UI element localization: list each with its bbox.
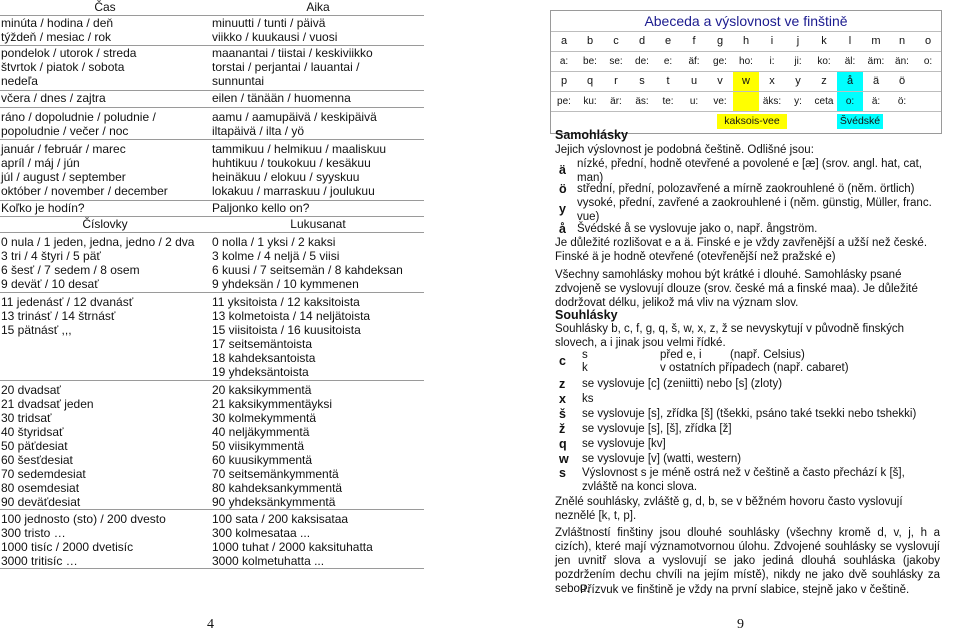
letter-cell: i <box>770 35 774 47</box>
cz-text: pondelok / utorok / streda <box>1 46 137 60</box>
cz-text: 13 trinásť / 14 štrnásť <box>1 309 116 323</box>
cz-text: týždeň / mesiac / rok <box>1 30 112 44</box>
vowel-row-a-umlaut <box>555 157 940 185</box>
pronunciation-cell: äs: <box>635 96 649 107</box>
cz-text: 90 deväťdesiat <box>1 495 81 509</box>
cz-text: 50 päťdesiat <box>1 439 68 453</box>
letter-cell: k <box>821 35 827 47</box>
letter-cell: z <box>821 75 827 87</box>
letter-cell: s <box>639 75 645 87</box>
consonant-row-c-2 <box>555 361 940 375</box>
alphabet-title: Abeceda a výslovnost ve finštině <box>644 13 848 29</box>
pronunciation-cell: ä: <box>871 96 881 107</box>
vowel-row-o-umlaut <box>555 182 940 196</box>
vocab-row <box>0 15 424 45</box>
pronunciation-cell: ö: <box>897 96 907 107</box>
fi-text: heinäkuu / elokuu / syyskuu <box>212 170 360 184</box>
pronunciation-cell: ko: <box>817 56 831 67</box>
vowel-row-y <box>555 196 940 224</box>
letter-cell: f <box>692 35 696 47</box>
cz-text: apríl / máj / jún <box>1 156 80 170</box>
vowels-paragraph-2: Všechny samohlásky mohou být krátké i dlouhé. Samohlásky psané zdvojeně se vyslovují dlouze (srov. české má a finské maa). Je důležité dodržovat délku, jelikož má vliv na význam slov. <box>555 269 918 309</box>
fi-text: 60 kuusikymmentä <box>212 453 313 467</box>
cz-text: minúta / hodina / deň <box>1 16 114 30</box>
alphabet-table <box>550 10 942 134</box>
cz-text: 21 dvadsať jeden <box>1 397 94 411</box>
vowel-desc: Švédské å se vyslovuje jako o, např. ångström. <box>577 223 818 235</box>
pronunciation-cell: te: <box>662 96 674 107</box>
fi-text: 0 nolla / 1 yksi / 2 kaksi <box>212 235 336 249</box>
pronunciation-cell: u: <box>689 96 699 107</box>
pronunciation-cell: o: <box>837 92 863 111</box>
pronunciation-cell: se: <box>609 56 623 67</box>
fi-text: 100 sata / 200 kaksisataa <box>212 512 349 526</box>
consonant-desc: Výslovnost s je méně ostrá než v češtině a často přechází k [š], zvláště na konci slova. <box>582 467 905 493</box>
consonant-context: v ostatních případech (např. cabaret) <box>660 362 849 374</box>
fi-text: 9 yhdeksän / 10 kymmenen <box>212 277 359 291</box>
fi-text: 50 viisikymmentä <box>212 439 305 453</box>
cz-text: 6 šesť / 7 sedem / 8 osem <box>1 263 140 277</box>
fi-text: 1000 tuhat / 2000 kaksituhatta <box>212 540 373 554</box>
letter-cell: r <box>614 75 618 87</box>
vowels-paragraph-1: Je důležité rozlišovat e a ä. Finské e je vždy zavřenější a užší než české. Finské ä je hodně otevřené (otevřenější než pražské e) <box>555 237 928 263</box>
pronunciation-cell: ji: <box>794 56 802 67</box>
header-cz-time: Čas <box>94 0 116 14</box>
consonant-row-z <box>555 377 940 391</box>
numbers-row <box>0 292 424 380</box>
pronunciation-cell <box>733 92 759 111</box>
stress-paragraph: Přízvuk ve finštině je vždy na první slabice, stejně jako v češtině. <box>580 584 910 596</box>
fi-text: aamu / aamupäivä / keskipäivä <box>212 110 377 124</box>
vowel-letter: y <box>559 202 566 216</box>
cz-text: október / november / december <box>1 184 168 198</box>
letter-cell: e <box>664 35 672 47</box>
consonant-row-s <box>555 466 940 494</box>
consonant-letter: x <box>559 392 566 406</box>
pronunciation-cell: o: <box>923 56 933 67</box>
letter-cell: c <box>613 35 619 47</box>
consonant-letter: s <box>559 466 566 480</box>
page-number-left: 4 <box>207 617 214 632</box>
vowel-letter: ä <box>559 163 566 177</box>
cz-text: 40 štyridsať <box>1 425 64 439</box>
fi-text: 17 seitsemäntoista <box>212 337 313 351</box>
vowel-letter: å <box>559 222 566 236</box>
vowel-desc: vysoké, přední, zavřené a zaokrouhlené i (něm. günstig, Müller, franc. vue) <box>577 197 932 223</box>
fi-text: 3 kolme / 4 neljä / 5 viisi <box>212 249 340 263</box>
letter-cell: l <box>848 35 852 47</box>
header-fi-numbers: Lukusanat <box>290 217 346 231</box>
alphabet-grid <box>551 31 941 133</box>
page-number-right: 9 <box>737 617 744 632</box>
cz-text: 60 šesťdesiat <box>1 453 73 467</box>
pronunciation-row-2 <box>551 91 941 111</box>
letter-cell: t <box>666 75 670 87</box>
cz-text: popoludnie / večer / noc <box>1 124 129 138</box>
fi-text: 15 viisitoista / 16 kuusitoista <box>212 323 361 337</box>
consonant-sound: s <box>582 349 588 361</box>
pronunciation-cell: äks: <box>762 96 782 107</box>
letter-cell: y <box>795 75 801 87</box>
consonant-sound: k <box>582 362 588 374</box>
fi-text: 30 kolmekymmentä <box>212 411 317 425</box>
fi-text: 21 kaksikymmentäyksi <box>212 397 333 411</box>
numbers-row <box>0 232 424 292</box>
consonants-paragraph-3: Zvláštností finštiny jsou dlouhé souhlásky (všechny kromě d, v, j, h a cizích), které mají významotvornou úlohu. Zdvojené souhlásky se vyslovují jen uvnitř slova a vyslovují se jako jediná dlouhá souhláska (jakoby pozdržením dechu chvíli na jejím místě), nikdy ne jako dvě souhlásky za sebou. <box>555 527 940 595</box>
fi-text: 300 kolmesataa ... <box>212 526 311 540</box>
cz-text: 80 osemdesiat <box>1 481 80 495</box>
cz-text: 11 jedenásť / 12 dvanásť <box>1 295 134 309</box>
vowel-letter: ö <box>559 182 567 196</box>
letter-cell: q <box>586 75 594 87</box>
numbers-row <box>0 380 424 509</box>
fi-text: viikko / kuukausi / vuosi <box>212 30 338 44</box>
consonant-desc: se vyslovuje [kv] <box>582 438 666 450</box>
letter-cell: m <box>871 35 881 47</box>
cz-text: 300 tristo … <box>1 526 66 540</box>
alphabet-row-2 <box>551 71 941 91</box>
pronunciation-cell: än: <box>895 56 909 67</box>
consonant-desc: se vyslovuje [c] (zeniitti) nebo [s] (zloty) <box>582 378 783 390</box>
fi-text: 6 kuusi / 7 seitsemän / 8 kahdeksan <box>212 263 403 277</box>
fi-text: maanantai / tiistai / keskiviikko <box>212 46 373 60</box>
consonant-desc: se vyslovuje [s], zřídka [š] (tšekki, psáno také tsekki nebo tshekki) <box>582 408 917 420</box>
alphabet-row-1 <box>551 31 941 51</box>
fi-text: torstai / perjantai / lauantai / <box>212 60 360 74</box>
vowel-desc: nízké, přední, hodně otevřené a povolené e [æ] (srov. angl. hat, cat, man) <box>577 158 922 184</box>
letter-cell: d <box>638 35 646 47</box>
pronunciation-cell: be: <box>583 56 597 67</box>
fi-text: 90 yhdeksänkymmentä <box>212 495 336 509</box>
letter-cell: ö <box>898 75 906 87</box>
letter-cell: a <box>560 35 568 47</box>
consonant-desc: ks <box>582 393 594 405</box>
fi-text: iltapäivä / ilta / yö <box>212 124 305 138</box>
fi-text: 13 kolmetoista / 14 neljätoista <box>212 309 371 323</box>
vocab-row <box>0 45 424 90</box>
pronunciation-cell: de: <box>635 56 649 67</box>
cz-text: január / február / marec <box>1 142 126 156</box>
letter-cell: b <box>586 35 594 47</box>
pronunciation-cell: äf: <box>688 56 700 67</box>
time-header <box>0 0 424 15</box>
pronunciation-cell: ceta <box>814 96 834 107</box>
letter-cell: u <box>690 75 698 87</box>
fi-text: tammikuu / helmikuu / maaliskuu <box>212 142 387 156</box>
letter-cell: ä <box>872 75 880 87</box>
pronunciation-cell: e: <box>663 56 673 67</box>
cz-text: 1000 tisíc / 2000 dvetisíc <box>1 540 134 554</box>
pronunciation-cell: ge: <box>713 56 727 67</box>
letter-cell: p <box>560 75 568 87</box>
letter-cell: w <box>733 72 759 91</box>
cz-text: 3 tri / 4 štyri / 5 päť <box>1 249 101 263</box>
pronunciation-cell: pe: <box>557 96 571 107</box>
fi-text: sunnuntai <box>212 74 265 88</box>
cz-text: 3000 tritisíc … <box>1 554 78 568</box>
fi-text: 11 yksitoista / 12 kaksitoista <box>212 295 360 309</box>
numbers-row <box>0 509 424 569</box>
fi-text: huhtikuu / toukokuu / kesäkuu <box>212 156 371 170</box>
vocab-row <box>0 90 424 107</box>
vowel-row-a-ring <box>555 222 940 236</box>
vocab-row <box>0 107 424 139</box>
left-page <box>0 0 424 568</box>
letter-cell: v <box>717 75 723 87</box>
vowel-desc: střední, přední, polozavřené a mírně zaokrouhlené ö (něm. örtlich) <box>577 183 915 195</box>
pronunciation-cell: i: <box>769 56 775 67</box>
label-kaksois-vee: kaksois-vee <box>717 114 787 129</box>
consonant-row-w <box>555 452 940 466</box>
cz-text: 30 tridsať <box>1 411 52 425</box>
cz-text: ráno / dopoludnie / poludnie / <box>1 110 156 124</box>
letter-cell: å <box>837 72 863 91</box>
fi-text: 20 kaksikymmentä <box>212 383 312 397</box>
letter-cell: j <box>796 35 800 47</box>
fi-text: 70 seitsemänkymmentä <box>212 467 339 481</box>
fi-text: lokakuu / marraskuu / joulukuu <box>212 184 375 198</box>
consonants-paragraph-1: Souhlásky b, c, f, g, q, š, w, x, z, ž se nevyskytují v původně finských slovech, a i jinak jsou velmi řídké. <box>555 323 904 349</box>
fi-text: minuutti / tunti / päivä <box>212 16 326 30</box>
letter-cell: h <box>742 35 750 47</box>
cz-text: 20 dvadsať <box>1 383 61 397</box>
consonants-heading: Souhlásky <box>555 308 618 322</box>
pronunciation-cell: a: <box>559 56 569 67</box>
fi-text: 18 kahdeksantoista <box>212 351 316 365</box>
consonant-desc: se vyslovuje [v] (watti, western) <box>582 453 742 465</box>
consonant-letter: z <box>559 377 566 391</box>
pronunciation-cell: ve: <box>713 96 727 107</box>
numbers-header <box>0 216 424 232</box>
letter-cell: x <box>769 75 775 87</box>
cz-text: 9 deväť / 10 desať <box>1 277 99 291</box>
cz-text: 15 pätnásť ,,, <box>1 323 72 337</box>
cz-text: nedeľa <box>1 74 38 88</box>
pronunciation-cell: ku: <box>583 96 597 107</box>
pronunciation-cell: är: <box>610 96 622 107</box>
consonant-letter: š <box>559 407 566 421</box>
letter-cell: o <box>924 35 932 47</box>
letter-cell: g <box>716 35 724 47</box>
vowels-intro: Jejich výslovnost je podobná češtině. Odlišné jsou: <box>555 144 814 156</box>
consonant-letter: ž <box>559 422 566 436</box>
cz-text: štvrtok / piatok / sobota <box>1 60 125 74</box>
fi-text: 3000 kolmetuhatta ... <box>212 554 325 568</box>
consonant-row-z-caron <box>555 422 940 436</box>
cz-text: Koľko je hodín? <box>1 201 85 215</box>
pronunciation-cell: ho: <box>739 56 753 67</box>
fi-text: eilen / tänään / huomenna <box>212 91 351 105</box>
pronunciation-cell: äl: <box>844 56 856 67</box>
consonant-example: (např. Celsius) <box>730 349 805 361</box>
header-cz-numbers: Číslovky <box>82 217 128 231</box>
cz-text: včera / dnes / zajtra <box>1 91 106 105</box>
consonant-letter: q <box>559 437 567 451</box>
header-fi-time: Aika <box>306 0 330 14</box>
cz-text: 0 nula / 1 jeden, jedna, jedno / 2 dva <box>1 235 195 249</box>
letter-cell: n <box>898 35 906 47</box>
fi-text: 40 neljäkymmentä <box>212 425 310 439</box>
vocab-row <box>0 200 424 216</box>
consonant-row-s-caron <box>555 407 940 421</box>
consonant-letter: w <box>559 452 569 466</box>
consonant-context: před e, i <box>660 349 702 361</box>
cz-text: 100 jednosto (sto) / 200 dvesto <box>1 512 166 526</box>
vowels-heading: Samohlásky <box>555 128 628 142</box>
pronunciation-cell: äm: <box>867 56 885 67</box>
cz-text: júl / august / september <box>1 170 126 184</box>
consonants-paragraph-2: Znělé souhlásky, zvláště g, d, b, se v běžném hovoru často vyslovují neznělé [k, t, p]. <box>555 496 903 522</box>
vocab-row <box>0 139 424 200</box>
consonant-letter: c <box>559 354 566 368</box>
consonant-row-q <box>555 437 940 451</box>
consonant-desc: se vyslovuje [s], [š], zřídka [ž] <box>582 423 732 435</box>
consonant-row-x <box>555 392 940 406</box>
cz-text: 70 sedemdesiat <box>1 467 86 481</box>
pronunciation-cell: y: <box>794 96 802 107</box>
pronunciation-row-1 <box>551 51 941 71</box>
fi-text: 80 kahdeksankymmentä <box>212 481 343 495</box>
fi-text: 19 yhdeksäntoista <box>212 365 309 379</box>
fi-text: Paljonko kello on? <box>212 201 310 215</box>
label-svedske: Švédské <box>837 114 883 129</box>
